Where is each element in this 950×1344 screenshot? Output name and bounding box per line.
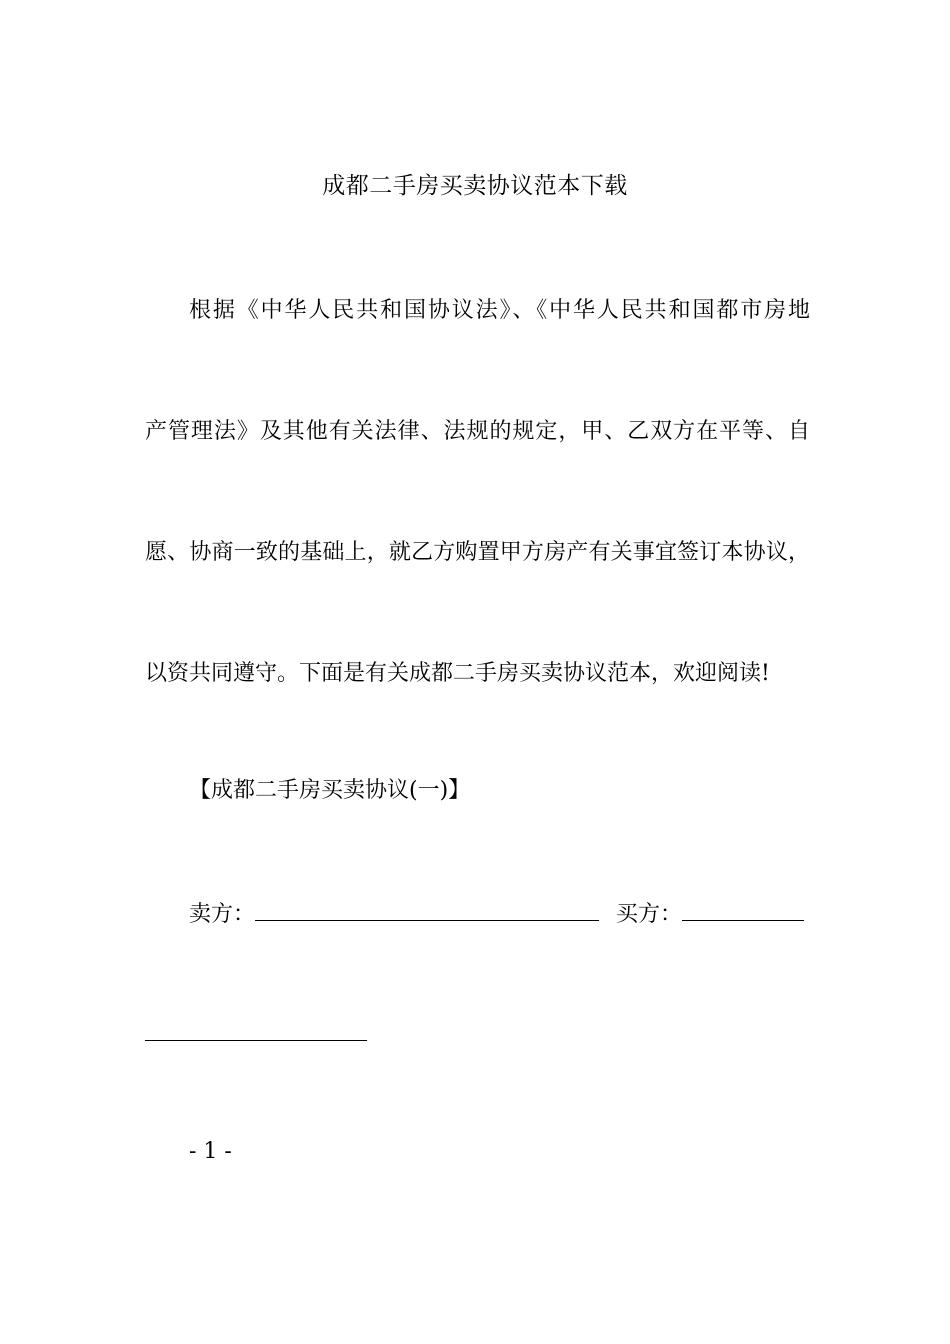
intro-line-2: 产管理法》及其他有关法律、法规的规定，甲、乙双方在平等、自 [145, 419, 810, 444]
seller-blank-field [255, 896, 599, 921]
document-title: 成都二手房买卖协议范本下载 [322, 173, 628, 199]
buyer-label: 买方： [616, 902, 683, 927]
intro-line-3: 愿、协商一致的基础上，就乙方购置甲方房产有关事宜签订本协议， [145, 540, 810, 565]
party-fields-row [189, 896, 810, 932]
intro-line-4: 以资共同遵守。下面是有关成都二手房买卖协议范本，欢迎阅读! [145, 661, 770, 686]
page-number: - 1 - [189, 1139, 232, 1164]
buyer-blank-field [682, 896, 804, 921]
seller-label: 卖方： [189, 902, 256, 927]
intro-line-1: 根据《中华人民共和国协议法》、《中华人民共和国都市房地 [189, 298, 810, 323]
section-heading: 【成都二手房买卖协议(一)】 [189, 778, 471, 803]
buyer-blank-continuation [145, 1040, 367, 1041]
